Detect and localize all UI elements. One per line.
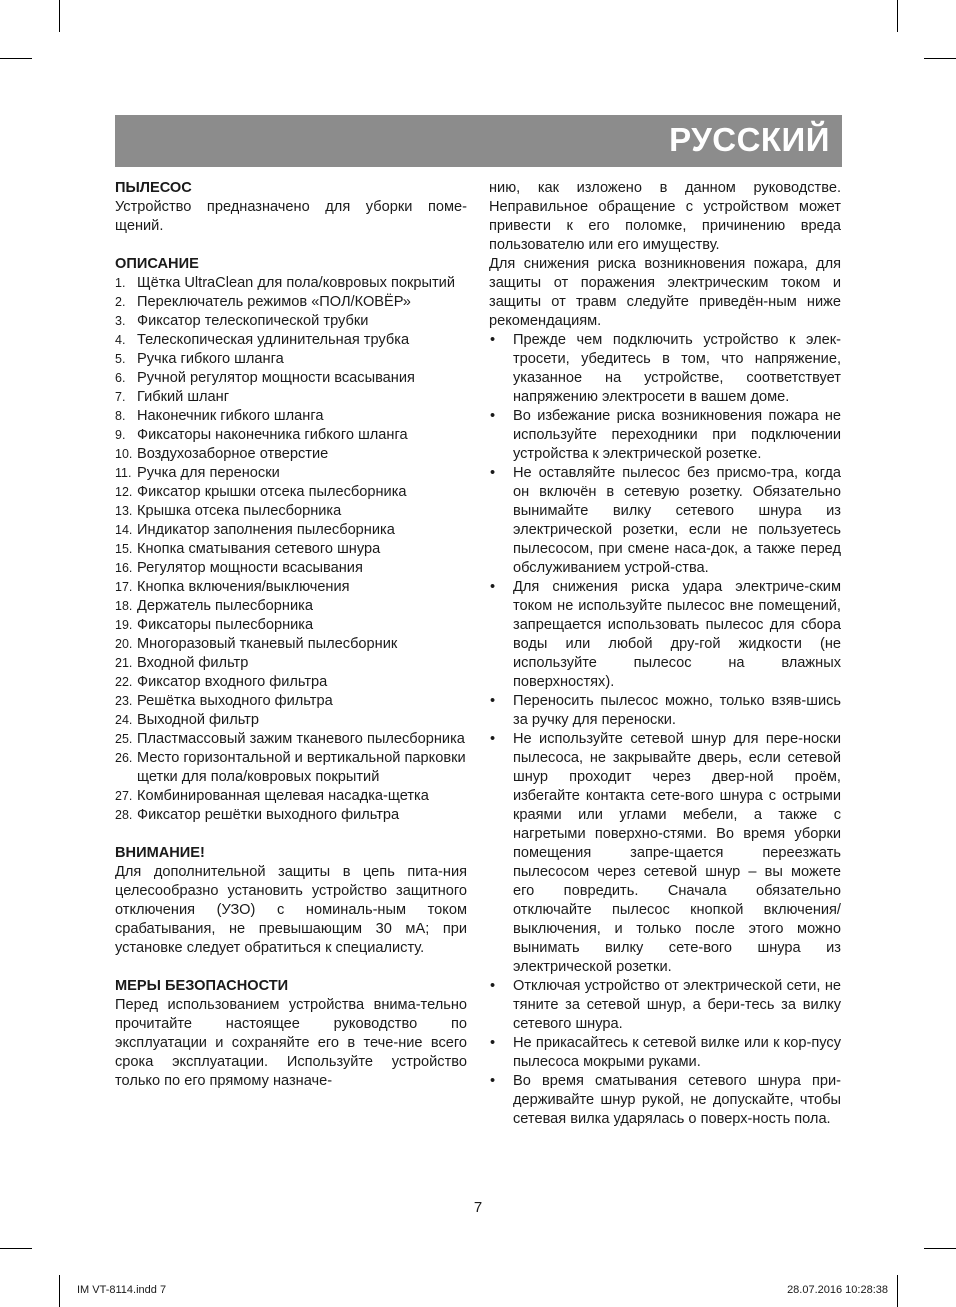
intro-text: Устройство предназначено для уборки поме-щений.	[115, 199, 467, 234]
parts-list-item	[115, 521, 467, 540]
parts-list-number: 1.	[115, 276, 126, 290]
parts-list-number: 19.	[115, 618, 133, 632]
parts-list-item	[115, 597, 467, 616]
safety-rules-list	[489, 331, 841, 1129]
parts-list-text: Фиксаторы наконечника гибкого шланга	[137, 427, 408, 443]
parts-list-text: Индикатор заполнения пылесборника	[137, 522, 395, 538]
parts-list-item	[115, 426, 467, 445]
crop-mark	[0, 58, 32, 59]
bullet-icon: •	[490, 1035, 496, 1051]
parts-list-item	[115, 692, 467, 711]
parts-list-number: 7.	[115, 390, 126, 404]
parts-list-item	[115, 369, 467, 388]
parts-list-number: 10.	[115, 447, 133, 461]
parts-list-item	[115, 293, 467, 312]
parts-list-number: 5.	[115, 352, 126, 366]
parts-list-item	[115, 540, 467, 559]
parts-list-number: 22.	[115, 675, 133, 689]
parts-list-number: 17.	[115, 580, 133, 594]
parts-list-item	[115, 654, 467, 673]
parts-list-text: Кнопка включения/выключения	[137, 579, 350, 595]
parts-list-item	[115, 350, 467, 369]
safety-rule-item	[489, 331, 841, 407]
parts-list-item	[115, 464, 467, 483]
parts-list-number: 11.	[115, 466, 132, 480]
parts-list-item	[115, 730, 467, 749]
parts-list-text: Кнопка сматывания сетевого шнура	[137, 541, 381, 557]
parts-list-item	[115, 407, 467, 426]
bullet-icon: •	[490, 693, 496, 709]
parts-list-item	[115, 673, 467, 692]
parts-list-text: Гибкий шланг	[137, 389, 230, 405]
safety-rule-item	[489, 1072, 841, 1129]
parts-list-number: 25.	[115, 732, 133, 746]
parts-list-number: 13.	[115, 504, 133, 518]
parts-list-item	[115, 749, 467, 787]
parts-list-number: 23.	[115, 694, 133, 708]
safety-rule-text: Во избежание риска возникновения пожара не используйте переходники при подключении устройства к электрической розетке.	[513, 408, 841, 462]
parts-list-item	[115, 388, 467, 407]
parts-list-item	[115, 331, 467, 350]
bullet-icon: •	[490, 978, 496, 994]
safety-rule-text: Не оставляйте пылесос без присмо-тра, когда он включён в сетевую розетку. Обязательно вынимайте вилку сетевого шнура из электрической розетки, если не пользуетесь пылесосом, при смене наса-док, а также перед обслуживанием устрой-ства.	[513, 465, 841, 576]
parts-list-text: Фиксатор решётки выходного фильтра	[137, 807, 400, 823]
parts-list-text: Наконечник гибкого шланга	[137, 408, 324, 424]
parts-list-item	[115, 483, 467, 502]
parts-list-number: 8.	[115, 409, 126, 423]
parts-list-item	[115, 635, 467, 654]
parts-list-item	[115, 616, 467, 635]
crop-mark	[897, 1275, 898, 1307]
parts-list-text: Пластмассовый зажим тканевого пылесборника	[137, 731, 465, 747]
parts-list-number: 9.	[115, 428, 126, 442]
page-number: 7	[473, 1199, 483, 1216]
right-column	[489, 179, 841, 1129]
parts-list-number: 12.	[115, 485, 133, 499]
parts-list-item	[115, 559, 467, 578]
parts-list-item	[115, 502, 467, 521]
parts-list-text: Держатель пылесборника	[137, 598, 313, 614]
parts-list-number: 28.	[115, 808, 133, 822]
safety-rule-item	[489, 1034, 841, 1072]
parts-list-text: Переключатель режимов «ПОЛ/КОВЁР»	[137, 294, 411, 310]
intro-heading: ПЫЛЕСОС	[115, 180, 192, 196]
parts-list-item	[115, 274, 467, 293]
parts-list-text: Входной фильтр	[137, 655, 249, 671]
safety-rule-item	[489, 464, 841, 578]
safety-intro-text: Перед использованием устройства внима-тельно прочитайте настоящее руководство по эксплуатации и сохраняйте его в тече-ние всего срока эксплуатации. Используйте устройство только по его прямому назначе-	[115, 997, 467, 1089]
parts-list-text: Ручной регулятор мощности всасывания	[137, 370, 415, 386]
bullet-icon: •	[490, 579, 496, 595]
language-header-bar	[115, 115, 842, 167]
parts-list-number: 6.	[115, 371, 126, 385]
bullet-icon: •	[490, 1073, 496, 1089]
safety-rule-item	[489, 730, 841, 977]
crop-mark	[924, 58, 956, 59]
safety-rule-text: Не прикасайтесь к сетевой вилке или к кор-пусу пылесоса мокрыми руками.	[513, 1035, 841, 1070]
parts-list-item	[115, 445, 467, 464]
safety-rule-item	[489, 407, 841, 464]
attention-text: Для дополнительной защиты в цепь пита-ния целесообразно установить устройство защитного отключения (УЗО) с номиналь-ным током срабатывания, не превышающим 30 мА; при установке следует обратиться к специалисту.	[115, 864, 467, 956]
footer-file-name: IM VT-8114.indd 7	[77, 1284, 167, 1296]
parts-list-number: 18.	[115, 599, 133, 613]
parts-list-number: 27.	[115, 789, 133, 803]
parts-list-number: 3.	[115, 314, 126, 328]
parts-list-text: Ручка гибкого шланга	[137, 351, 284, 367]
safety-rule-text: Для снижения риска удара электриче-ским током не используйте пылесос вне помещений, запрещается использовать пылесос для сбора воды или любой дру-гой жидкости (не используйте пылесос на влажных поверхностях).	[513, 579, 841, 690]
parts-list-number: 15.	[115, 542, 133, 556]
safety-rule-item	[489, 692, 841, 730]
parts-list-item	[115, 312, 467, 331]
parts-list-item	[115, 806, 467, 825]
safety-rule-item	[489, 977, 841, 1034]
language-title: РУССКИЙ	[669, 121, 830, 158]
parts-list-number: 26.	[115, 751, 133, 765]
parts-list-item	[115, 578, 467, 597]
safety-rule-text: Переносить пылесос можно, только взяв-шись за ручку для переноски.	[513, 693, 841, 728]
crop-mark	[897, 0, 898, 32]
parts-list-text: Крышка отсека пылесборника	[137, 503, 342, 519]
crop-mark	[0, 1248, 32, 1249]
parts-list-number: 14.	[115, 523, 133, 537]
parts-list	[115, 274, 467, 825]
parts-list-number: 20.	[115, 637, 133, 651]
parts-list-text: Ручка для переноски	[137, 465, 280, 481]
parts-list-number: 21.	[115, 656, 133, 670]
parts-list-text: Многоразовый тканевый пылесборник	[137, 636, 398, 652]
crop-mark	[924, 1248, 956, 1249]
parts-list-number: 4.	[115, 333, 126, 347]
parts-list-text: Выходной фильтр	[137, 712, 259, 728]
parts-list-number: 24.	[115, 713, 133, 727]
crop-mark	[59, 0, 60, 32]
footer-datetime: 28.07.2016 10:28:38	[787, 1284, 888, 1296]
left-column	[115, 179, 467, 1091]
parts-list-text: Фиксаторы пылесборника	[137, 617, 314, 633]
safety-lead-text: Для снижения риска возникновения пожара, для защиты от поражения электрическим током и защиты от травм следуйте приведён-ным ниже рекомендациям.	[489, 256, 841, 329]
parts-list-text: Место горизонтальной и вертикальной парковки щетки для пола/ковровых покрытий	[137, 750, 466, 785]
parts-list-text: Регулятор мощности всасывания	[137, 560, 363, 576]
parts-list-item	[115, 787, 467, 806]
parts-list-item	[115, 711, 467, 730]
parts-list-text: Фиксатор телескопической трубки	[137, 313, 369, 329]
safety-rule-item	[489, 578, 841, 692]
parts-list-text: Решётка выходного фильтра	[137, 693, 333, 709]
attention-heading: ВНИМАНИЕ!	[115, 845, 205, 861]
bullet-icon: •	[490, 332, 496, 348]
description-heading: ОПИСАНИЕ	[115, 256, 199, 272]
parts-list-number: 16.	[115, 561, 133, 575]
parts-list-text: Воздухозаборное отверстие	[137, 446, 329, 462]
parts-list-text: Телескопическая удлинительная трубка	[137, 332, 410, 348]
parts-list-text: Комбинированная щелевая насадка-щетка	[137, 788, 429, 804]
parts-list-number: 2.	[115, 295, 126, 309]
parts-list-text: Фиксатор крышки отсека пылесборника	[137, 484, 407, 500]
safety-rule-text: Отключая устройство от электрической сети, не тяните за сетевой шнур, а бери-тесь за вилку сетевого шнура.	[513, 978, 841, 1032]
crop-mark	[59, 1275, 60, 1307]
safety-rule-text: Прежде чем подключить устройство к элек-тросети, убедитесь в том, что напряжение, указанное на устройстве, соответствует напряжению электросети в вашем доме.	[513, 332, 841, 405]
bullet-icon: •	[490, 731, 496, 747]
parts-list-text: Фиксатор входного фильтра	[137, 674, 328, 690]
safety-continuation-text: нию, как изложено в данном руководстве. Неправильное обращение с устройством может привести к его поломке, причинению вреда пользователю или его имуществу.	[489, 180, 841, 253]
safety-rule-text: Во время сматывания сетевого шнура при-держивайте шнур рукой, не допускайте, чтобы сетевая вилка ударялась о поверх-ность пола.	[513, 1073, 841, 1127]
bullet-icon: •	[490, 465, 496, 481]
bullet-icon: •	[490, 408, 496, 424]
safety-heading: МЕРЫ БЕЗОПАСНОСТИ	[115, 978, 289, 994]
parts-list-text: Щётка UltraClean для пола/ковровых покрытий	[137, 275, 455, 291]
safety-rule-text: Не используйте сетевой шнур для пере-носки пылесоса, не закрывайте дверь, если сетевой шнур проходит через двер-ной проём, избегайте контакта сете-вого шнура с острыми краями или углами мебели, а также с нагретыми поверхно-стями. Во время уборки помещения запре-щается переезжать пылесосом через сетевой шнур – вы можете его повредить. Сначала обязательно отключайте пылесос кнопкой включения/выключения, и только после этого можно вынимать вилку сете-вого шнура из электрической розетки.	[513, 731, 841, 975]
